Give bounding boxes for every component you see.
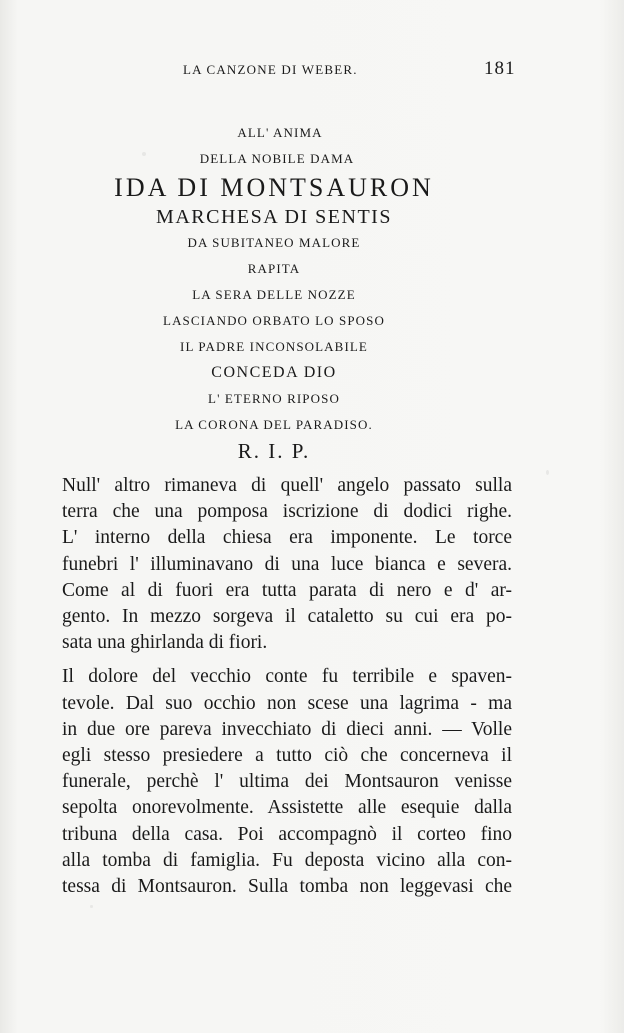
text-line: funerale, perchè l' ultima dei Montsauron venisse xyxy=(62,771,512,793)
page-number: 181 xyxy=(484,58,516,79)
epitaph-line: LASCIANDO ORBATO LO SPOSO xyxy=(163,313,385,328)
text-line: alla tomba di famiglia. Fu deposta vicino alla con- xyxy=(62,849,512,871)
paper-speck xyxy=(90,905,93,908)
epitaph-line: CONCEDA DIO xyxy=(211,364,337,381)
paragraph xyxy=(62,473,512,656)
text-line: tribuna della casa. Poi accompagnò il corteo fino xyxy=(62,823,512,845)
text-line: egli stesso presiedere a tutto ciò che concerneva il xyxy=(62,745,512,767)
text-line: terra che una pomposa iscrizione di dodici righe. xyxy=(62,501,512,523)
text-line: tevole. Dal suo occhio non scese una lagrima - ma xyxy=(62,692,512,714)
epitaph-line: DELLA NOBILE DAMA xyxy=(199,151,355,166)
epitaph-line: DA SUBITANEO MALORE xyxy=(187,235,361,250)
epitaph-line: L' ETERNO RIPOSO xyxy=(208,391,340,406)
text-line: in due ore pareva invecchiato di dieci anni. — Volle xyxy=(62,718,512,740)
epitaph-rip: R. I. P. xyxy=(237,439,311,463)
text-line: funebri l' illuminavano di una luce bianca e severa. xyxy=(62,553,512,575)
epitaph-line: RAPITA xyxy=(247,261,301,276)
text-line: Il dolore del vecchio conte fu terribile e spaven- xyxy=(62,666,512,688)
text-line: Come al di fuori era tutta parata di nero e d' ar- xyxy=(62,579,512,601)
paper-speck xyxy=(142,152,146,156)
epitaph-line: IL PADRE INCONSOLABILE xyxy=(180,339,368,354)
paragraph xyxy=(62,664,512,900)
text-line: gento. In mezzo sorgeva il cataletto su cui era po- xyxy=(62,606,512,628)
epitaph-line: LA SERA DELLE NOZZE xyxy=(192,287,356,302)
epitaph-name-line: IDA DI MONTSAURON xyxy=(114,173,434,202)
epitaph-inscription xyxy=(0,120,548,464)
body-text xyxy=(62,473,512,900)
epitaph-line: ALL' ANIMA xyxy=(237,125,323,140)
text-line: sata una ghirlanda di fiori. xyxy=(62,632,268,654)
epitaph-title-line: MARCHESA DI SENTIS xyxy=(156,206,392,228)
text-line: Null' altro rimaneva di quell' angelo passato sulla xyxy=(62,475,512,496)
paper-speck xyxy=(546,470,549,475)
epitaph-line: LA CORONA DEL PARADISO. xyxy=(175,417,373,432)
running-title: LA CANZONE DI WEBER. xyxy=(183,62,358,77)
text-line: sepolta onorevolmente. Assistette alle esequie dalla xyxy=(62,797,512,819)
text-line: tessa di Montsauron. Sulla tomba non leggevasi che xyxy=(62,876,512,898)
text-line: L' interno della chiesa era imponente. Le torce xyxy=(62,527,512,549)
